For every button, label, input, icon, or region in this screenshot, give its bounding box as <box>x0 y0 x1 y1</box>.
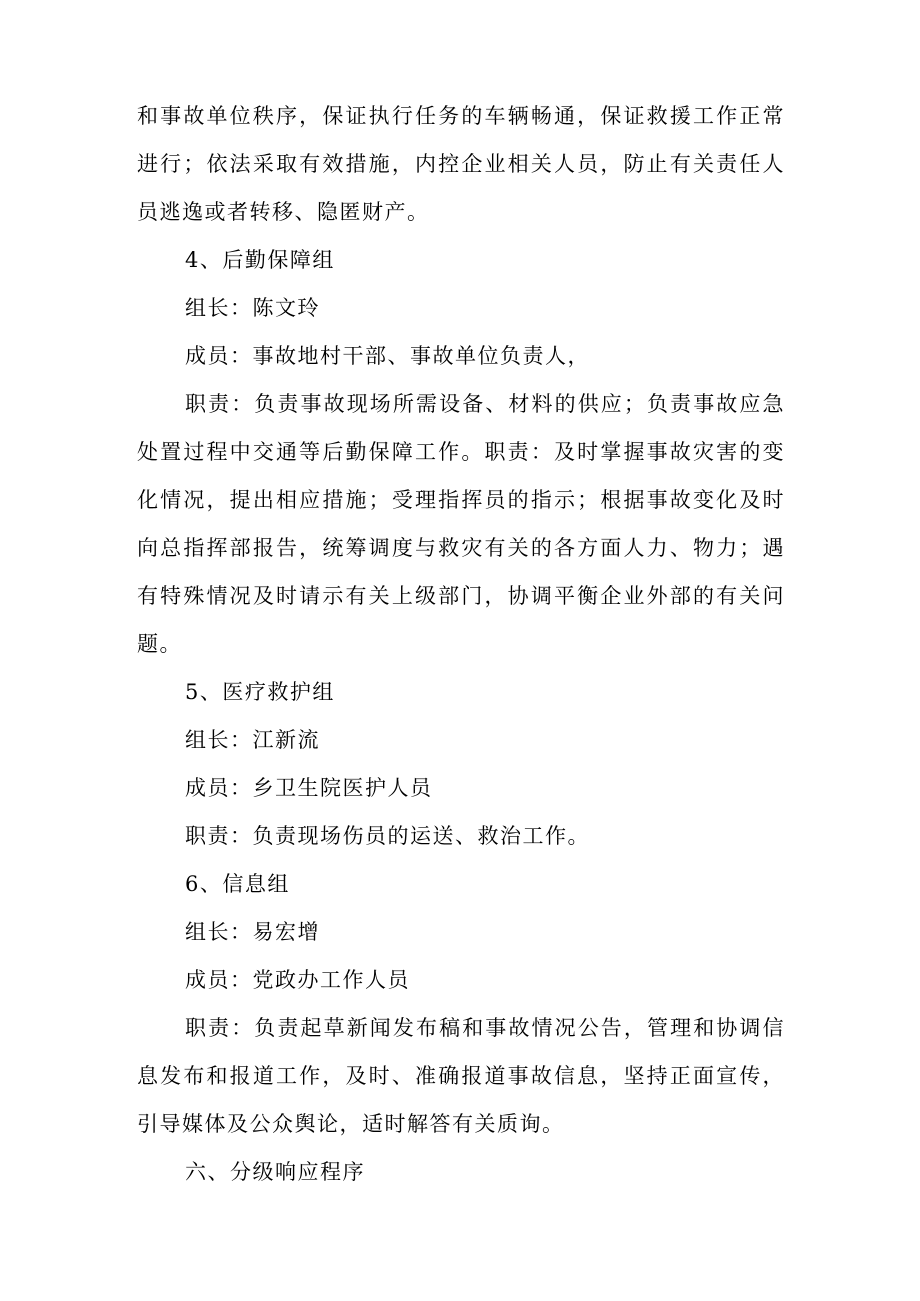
logistics-members: 成员：事故地村干部、事故单位负责人， <box>185 344 590 368</box>
section-heading-logistics: 4、后勤保障组 <box>185 248 335 272</box>
logistics-leader: 组长：陈文玲 <box>185 296 320 320</box>
section-heading-medical: 5、医疗救护组 <box>185 680 335 704</box>
section-heading-information: 6、信息组 <box>185 872 290 896</box>
logistics-duties: 职责：负责事故现场所需设备、材料的供应；负责事故应急处置过程中交通等后勤保障工作。职责：及时掌握事故灾害的变化情况，提出相应措施；受理指挥员的指示；根据事故变化及时向总指挥部报告，统筹调度与救灾有关的各方面人力、物力；遇有特殊情况及时请示有关上级部门，协调平衡企业外部的有关问题。 <box>137 392 785 656</box>
information-duties: 职责：负责起草新闻发布稿和事故情况公告，管理和协调信息发布和报道工作，及时、准确报道事故信息，坚持正面宣传，引导媒体及公众舆论，适时解答有关质询。 <box>137 1016 785 1136</box>
medical-duties: 职责：负责现场伤员的运送、救治工作。 <box>185 824 590 848</box>
information-members: 成员：党政办工作人员 <box>185 968 410 992</box>
chapter-heading-response: 六、分级响应程序 <box>185 1160 365 1184</box>
information-leader: 组长：易宏增 <box>185 920 320 944</box>
medical-leader: 组长：江新流 <box>185 728 320 752</box>
paragraph-continuation: 和事故单位秩序，保证执行任务的车辆畅通，保证救援工作正常进行；依法采取有效措施，内控企业相关人员，防止有关责任人员逃逸或者转移、隐匿财产。 <box>137 104 785 224</box>
medical-members: 成员：乡卫生院医护人员 <box>185 776 433 800</box>
document-page <box>137 92 785 1196</box>
